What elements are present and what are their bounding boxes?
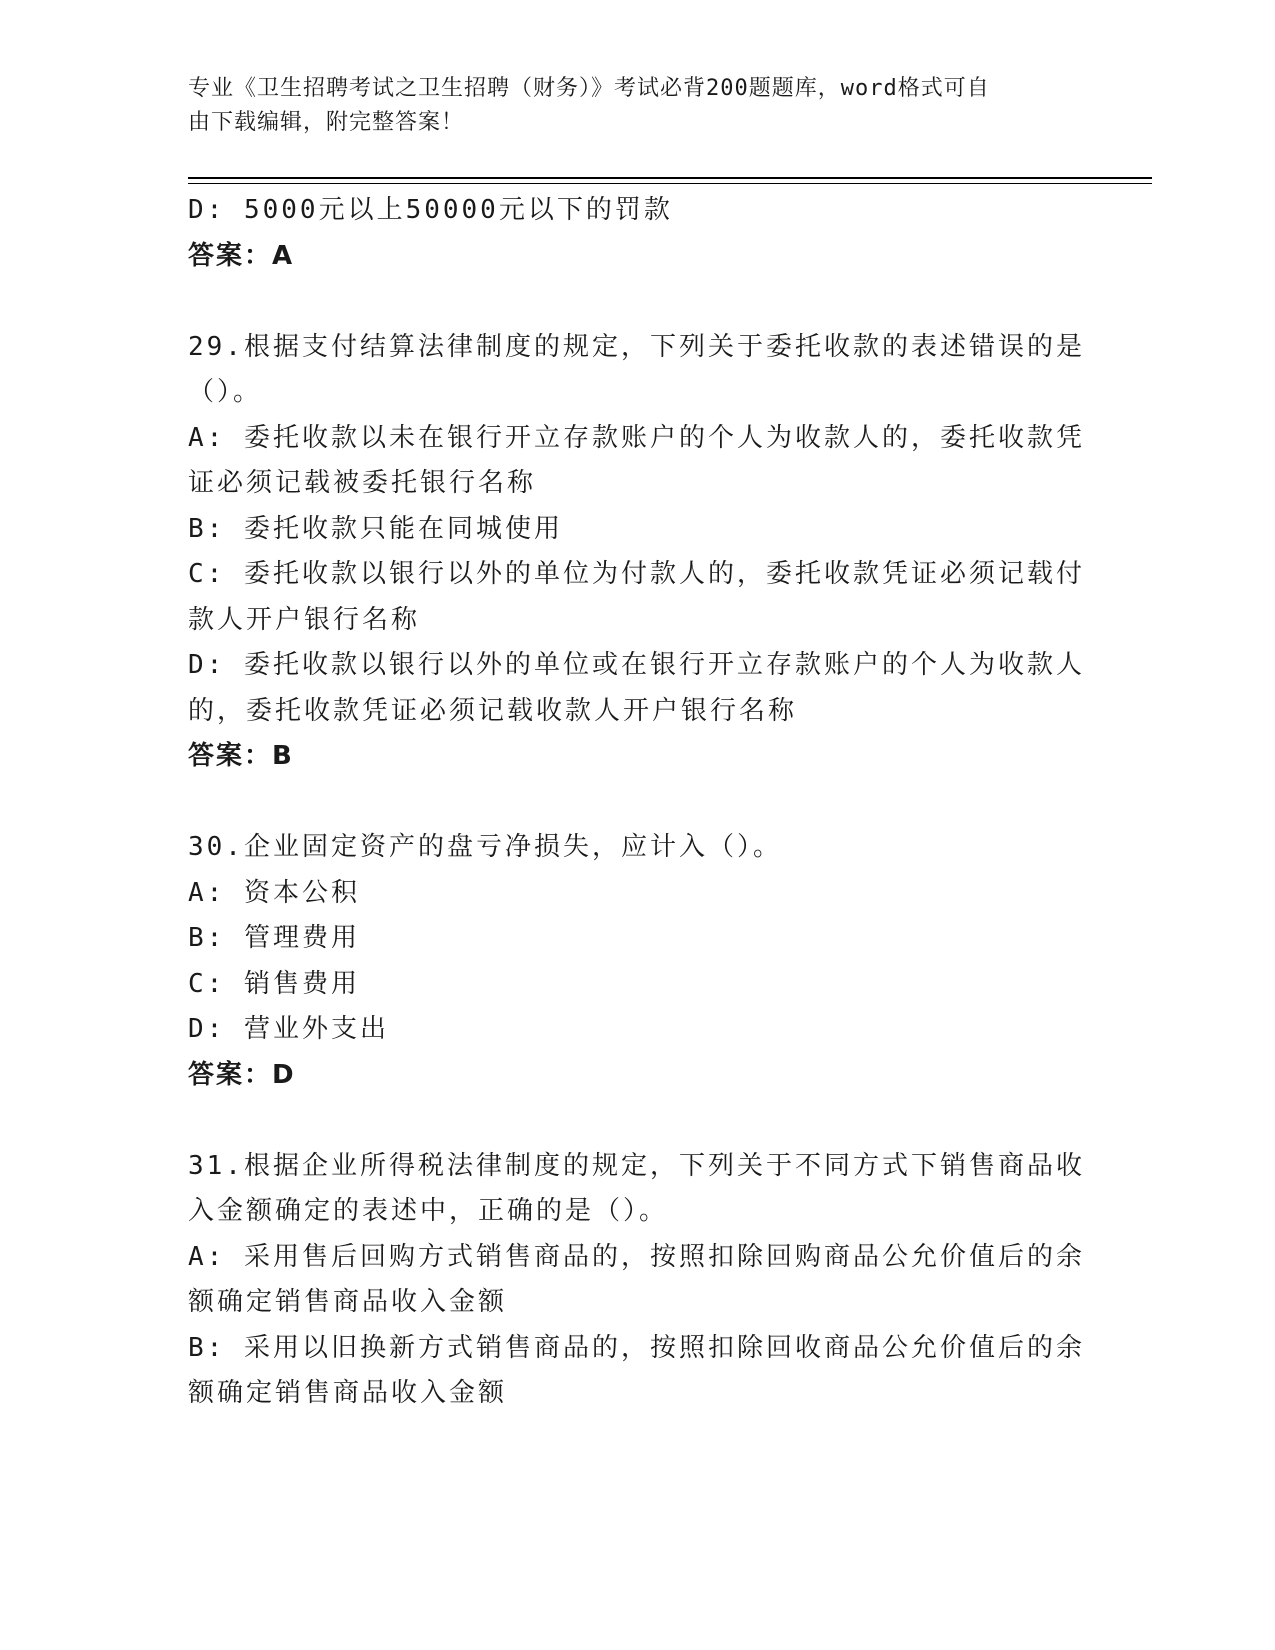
- spacer: [188, 780, 1088, 826]
- question-28-tail: [188, 188, 1088, 279]
- q30-answer: 答案：D: [188, 1059, 296, 1090]
- question-content: [188, 188, 1088, 1417]
- q31-option-b-line-2: 额确定销售商品收入金额: [188, 1378, 508, 1408]
- q30-option-b: B: 管理费用: [188, 923, 360, 953]
- q31-stem-line-1: 31.根据企业所得税法律制度的规定，下列关于不同方式下销售商品收: [188, 1150, 1085, 1181]
- q29-option-c-line-1: C: 委托收款以银行以外的单位为付款人的，委托收款凭证必须记载付: [188, 559, 1085, 589]
- q30-option-a: A: 资本公积: [188, 877, 360, 908]
- header-divider-thick: [188, 177, 1152, 179]
- header-divider-thin: [188, 183, 1152, 184]
- q31-option-a-line-1: A: 采用售后回购方式销售商品的，按照扣除回购商品公允价值后的余: [188, 1241, 1085, 1272]
- q31-option-a-line-2: 额确定销售商品收入金额: [188, 1287, 508, 1317]
- q30-option-d: D: 营业外支出: [188, 1014, 389, 1044]
- q30-stem: 30.企业固定资产的盘亏净损失，应计入（）。: [188, 832, 782, 862]
- q31-option-b-line-1: B: 采用以旧换新方式销售商品的，按照扣除回收商品公允价值后的余: [188, 1332, 1085, 1363]
- q29-option-b: B: 委托收款只能在同城使用: [188, 513, 563, 544]
- q29-option-a-line-2: 证必须记载被委托银行名称: [188, 468, 537, 498]
- question-30: [188, 825, 1088, 1098]
- q28-option-d: D: 5000元以上50000元以下的罚款: [188, 195, 673, 225]
- q29-option-a-line-1: A: 委托收款以未在银行开立存款账户的个人为收款人的，委托收款凭: [188, 422, 1085, 453]
- q28-answer: 答案：A: [188, 240, 295, 271]
- q29-answer: 答案：B: [188, 741, 294, 771]
- spacer: [188, 1098, 1088, 1144]
- header-line-2: 由下载编辑，附完整答案！: [188, 110, 465, 135]
- question-31: [188, 1144, 1088, 1417]
- question-29: [188, 325, 1088, 780]
- q31-stem-line-2: 入金额确定的表述中，正确的是（）。: [188, 1196, 669, 1226]
- document-header: [188, 72, 1068, 140]
- q30-option-c: C: 销售费用: [188, 968, 360, 999]
- q29-stem-line-2: （）。: [188, 377, 263, 407]
- q29-option-d-line-1: D: 委托收款以银行以外的单位或在银行开立存款账户的个人为收款人: [188, 650, 1085, 680]
- header-line-1: 专业《卫生招聘考试之卫生招聘（财务）》考试必背200题题库，word格式可自: [188, 76, 990, 101]
- q29-option-c-line-2: 款人开户银行名称: [188, 604, 421, 635]
- q29-option-d-line-2: 的，委托收款凭证必须记载收款人开户银行名称: [188, 695, 798, 726]
- spacer: [188, 279, 1088, 325]
- q29-stem-line-1: 29.根据支付结算法律制度的规定，下列关于委托收款的表述错误的是: [188, 331, 1085, 362]
